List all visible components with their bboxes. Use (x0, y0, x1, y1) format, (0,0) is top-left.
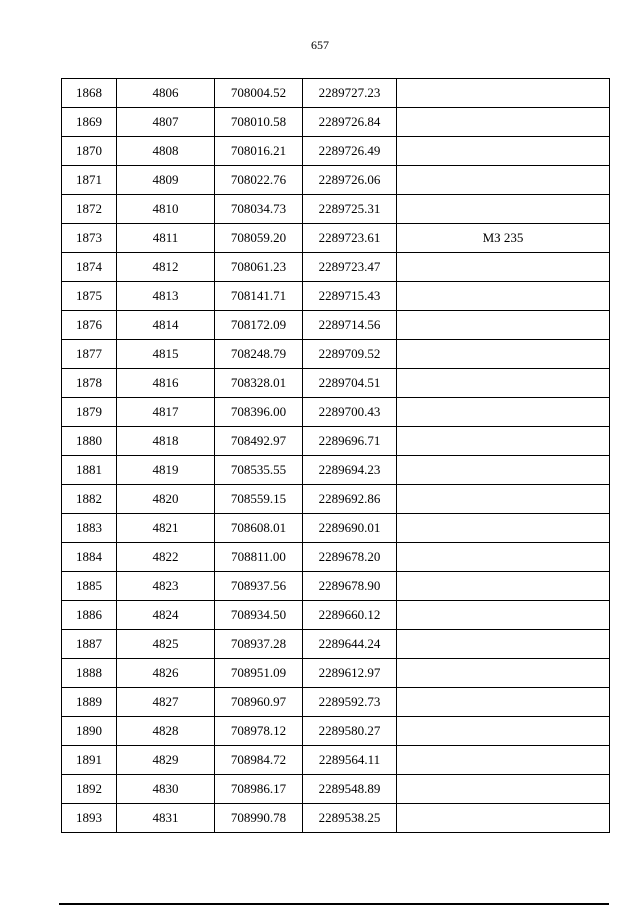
row-number-cell: 1872 (62, 195, 117, 224)
note-cell (397, 572, 610, 601)
row-number-cell: 1876 (62, 311, 117, 340)
note-cell (397, 688, 610, 717)
x-coordinate-cell: 708811.00 (215, 543, 303, 572)
point-number-cell: 4819 (117, 456, 215, 485)
y-coordinate-cell: 2289700.43 (303, 398, 397, 427)
row-number-cell: 1887 (62, 630, 117, 659)
x-coordinate-cell: 708016.21 (215, 137, 303, 166)
y-coordinate-cell: 2289704.51 (303, 369, 397, 398)
table-row (62, 804, 610, 833)
row-number-cell: 1875 (62, 282, 117, 311)
table-row (62, 427, 610, 456)
note-cell (397, 137, 610, 166)
point-number-cell: 4821 (117, 514, 215, 543)
x-coordinate-cell: 708934.50 (215, 601, 303, 630)
y-coordinate-cell: 2289548.89 (303, 775, 397, 804)
table-row (62, 311, 610, 340)
row-number-cell: 1891 (62, 746, 117, 775)
point-number-cell: 4825 (117, 630, 215, 659)
point-number-cell: 4831 (117, 804, 215, 833)
note-cell (397, 456, 610, 485)
point-number-cell: 4817 (117, 398, 215, 427)
x-coordinate-cell: 708535.55 (215, 456, 303, 485)
y-coordinate-cell: 2289538.25 (303, 804, 397, 833)
table-row (62, 630, 610, 659)
row-number-cell: 1870 (62, 137, 117, 166)
y-coordinate-cell: 2289660.12 (303, 601, 397, 630)
point-number-cell: 4813 (117, 282, 215, 311)
y-coordinate-cell: 2289723.47 (303, 253, 397, 282)
x-coordinate-cell: 708937.28 (215, 630, 303, 659)
note-cell (397, 746, 610, 775)
y-coordinate-cell: 2289709.52 (303, 340, 397, 369)
row-number-cell: 1879 (62, 398, 117, 427)
y-coordinate-cell: 2289678.90 (303, 572, 397, 601)
y-coordinate-cell: 2289592.73 (303, 688, 397, 717)
table-row (62, 514, 610, 543)
note-cell (397, 369, 610, 398)
table-row (62, 79, 610, 108)
row-number-cell: 1877 (62, 340, 117, 369)
point-number-cell: 4824 (117, 601, 215, 630)
point-number-cell: 4828 (117, 717, 215, 746)
point-number-cell: 4810 (117, 195, 215, 224)
y-coordinate-cell: 2289644.24 (303, 630, 397, 659)
x-coordinate-cell: 708172.09 (215, 311, 303, 340)
x-coordinate-cell: 708937.56 (215, 572, 303, 601)
row-number-cell: 1892 (62, 775, 117, 804)
y-coordinate-cell: 2289696.71 (303, 427, 397, 456)
table-row (62, 775, 610, 804)
point-number-cell: 4806 (117, 79, 215, 108)
point-number-cell: 4830 (117, 775, 215, 804)
point-number-cell: 4823 (117, 572, 215, 601)
y-coordinate-cell: 2289726.49 (303, 137, 397, 166)
row-number-cell: 1881 (62, 456, 117, 485)
x-coordinate-cell: 708141.71 (215, 282, 303, 311)
page-number: 657 (311, 38, 329, 52)
y-coordinate-cell: 2289690.01 (303, 514, 397, 543)
note-cell (397, 79, 610, 108)
x-coordinate-cell: 708608.01 (215, 514, 303, 543)
x-coordinate-cell: 708022.76 (215, 166, 303, 195)
table-row (62, 659, 610, 688)
row-number-cell: 1873 (62, 224, 117, 253)
note-cell (397, 514, 610, 543)
table-row (62, 485, 610, 514)
x-coordinate-cell: 708004.52 (215, 79, 303, 108)
y-coordinate-cell: 2289564.11 (303, 746, 397, 775)
table-row (62, 688, 610, 717)
x-coordinate-cell: 708990.78 (215, 804, 303, 833)
y-coordinate-cell: 2289723.61 (303, 224, 397, 253)
point-number-cell: 4811 (117, 224, 215, 253)
x-coordinate-cell: 708061.23 (215, 253, 303, 282)
table-row (62, 746, 610, 775)
x-coordinate-cell: 708986.17 (215, 775, 303, 804)
x-coordinate-cell: 708951.09 (215, 659, 303, 688)
note-cell (397, 166, 610, 195)
table-row (62, 572, 610, 601)
y-coordinate-cell: 2289726.06 (303, 166, 397, 195)
y-coordinate-cell: 2289678.20 (303, 543, 397, 572)
row-number-cell: 1868 (62, 79, 117, 108)
note-cell (397, 804, 610, 833)
point-number-cell: 4808 (117, 137, 215, 166)
table-row (62, 253, 610, 282)
row-number-cell: 1869 (62, 108, 117, 137)
x-coordinate-cell: 708559.15 (215, 485, 303, 514)
y-coordinate-cell: 2289694.23 (303, 456, 397, 485)
point-number-cell: 4826 (117, 659, 215, 688)
point-number-cell: 4820 (117, 485, 215, 514)
row-number-cell: 1880 (62, 427, 117, 456)
x-coordinate-cell: 708248.79 (215, 340, 303, 369)
y-coordinate-cell: 2289715.43 (303, 282, 397, 311)
table-row (62, 137, 610, 166)
note-cell (397, 630, 610, 659)
x-coordinate-cell: 708960.97 (215, 688, 303, 717)
note-cell (397, 659, 610, 688)
point-number-cell: 4814 (117, 311, 215, 340)
note-cell (397, 195, 610, 224)
y-coordinate-cell: 2289692.86 (303, 485, 397, 514)
row-number-cell: 1889 (62, 688, 117, 717)
row-number-cell: 1874 (62, 253, 117, 282)
table-row (62, 195, 610, 224)
note-cell: МЗ 235 (397, 224, 610, 253)
row-number-cell: 1878 (62, 369, 117, 398)
row-number-cell: 1883 (62, 514, 117, 543)
x-coordinate-cell: 708984.72 (215, 746, 303, 775)
table-row (62, 543, 610, 572)
point-number-cell: 4822 (117, 543, 215, 572)
y-coordinate-cell: 2289714.56 (303, 311, 397, 340)
row-number-cell: 1890 (62, 717, 117, 746)
x-coordinate-cell: 708059.20 (215, 224, 303, 253)
row-number-cell: 1871 (62, 166, 117, 195)
table-row (62, 456, 610, 485)
row-number-cell: 1886 (62, 601, 117, 630)
table-body (62, 79, 610, 833)
row-number-cell: 1882 (62, 485, 117, 514)
coordinates-table (61, 78, 610, 833)
point-number-cell: 4812 (117, 253, 215, 282)
y-coordinate-cell: 2289725.31 (303, 195, 397, 224)
table-row (62, 166, 610, 195)
point-number-cell: 4807 (117, 108, 215, 137)
point-number-cell: 4818 (117, 427, 215, 456)
table-row (62, 717, 610, 746)
y-coordinate-cell: 2289726.84 (303, 108, 397, 137)
table-row (62, 601, 610, 630)
table-row (62, 282, 610, 311)
point-number-cell: 4829 (117, 746, 215, 775)
x-coordinate-cell: 708978.12 (215, 717, 303, 746)
note-cell (397, 775, 610, 804)
row-number-cell: 1893 (62, 804, 117, 833)
point-number-cell: 4809 (117, 166, 215, 195)
x-coordinate-cell: 708328.01 (215, 369, 303, 398)
table-row (62, 369, 610, 398)
row-number-cell: 1884 (62, 543, 117, 572)
table-row (62, 398, 610, 427)
note-cell (397, 398, 610, 427)
y-coordinate-cell: 2289612.97 (303, 659, 397, 688)
note-cell (397, 108, 610, 137)
table-row (62, 108, 610, 137)
note-cell (397, 543, 610, 572)
note-cell (397, 601, 610, 630)
note-cell (397, 311, 610, 340)
note-cell (397, 427, 610, 456)
table-row (62, 224, 610, 253)
note-cell (397, 485, 610, 514)
note-cell (397, 282, 610, 311)
note-cell (397, 253, 610, 282)
y-coordinate-cell: 2289727.23 (303, 79, 397, 108)
point-number-cell: 4816 (117, 369, 215, 398)
row-number-cell: 1885 (62, 572, 117, 601)
point-number-cell: 4827 (117, 688, 215, 717)
x-coordinate-cell: 708492.97 (215, 427, 303, 456)
row-number-cell: 1888 (62, 659, 117, 688)
point-number-cell: 4815 (117, 340, 215, 369)
x-coordinate-cell: 708034.73 (215, 195, 303, 224)
note-cell (397, 717, 610, 746)
table-row (62, 340, 610, 369)
y-coordinate-cell: 2289580.27 (303, 717, 397, 746)
note-cell (397, 340, 610, 369)
x-coordinate-cell: 708396.00 (215, 398, 303, 427)
x-coordinate-cell: 708010.58 (215, 108, 303, 137)
